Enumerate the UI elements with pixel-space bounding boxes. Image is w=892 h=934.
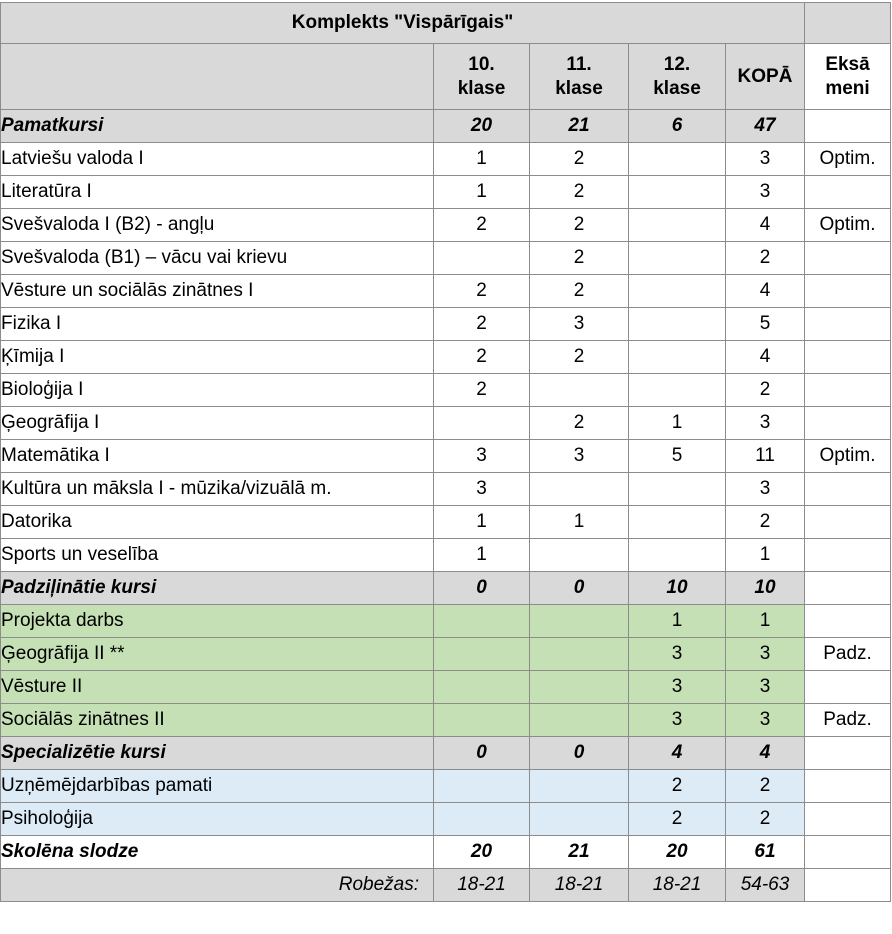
hours-total: 3 (726, 638, 805, 671)
hours-c11: 3 (530, 440, 629, 473)
hours-c10 (434, 704, 530, 737)
hours-c10: 3 (434, 440, 530, 473)
table-row (1, 209, 891, 242)
exam-cell: Optim. (805, 143, 891, 176)
hours-c11: 2 (530, 176, 629, 209)
hours-c10 (434, 407, 530, 440)
exam-cell (805, 176, 891, 209)
hours-total: 4 (726, 737, 805, 770)
hours-c10: 1 (434, 539, 530, 572)
course-name: Sociālās zinātnes II (1, 704, 434, 737)
hours-c11: 21 (530, 110, 629, 143)
hours-c11: 2 (530, 209, 629, 242)
section-name: Pamatkursi (1, 110, 434, 143)
hours-c11: 2 (530, 275, 629, 308)
hours-c12: 4 (629, 737, 726, 770)
hours-c10: 2 (434, 275, 530, 308)
course-name: Vēsture un sociālās zinātnes I (1, 275, 434, 308)
hours-c10: 1 (434, 143, 530, 176)
hours-c12 (629, 176, 726, 209)
hours-total: 1 (726, 539, 805, 572)
total-c12: 20 (629, 836, 726, 869)
header-grade-11: 11. klase (530, 44, 629, 110)
hours-c12 (629, 473, 726, 506)
hours-c10: 20 (434, 110, 530, 143)
hours-total: 2 (726, 374, 805, 407)
range-label: Robežas: (1, 869, 434, 902)
hours-c11 (530, 770, 629, 803)
exam-cell (805, 275, 891, 308)
table-row (1, 770, 891, 803)
hours-c12 (629, 308, 726, 341)
exam-cell (805, 374, 891, 407)
section-row (1, 110, 891, 143)
table-row (1, 803, 891, 836)
hours-c10: 1 (434, 176, 530, 209)
course-name: Projekta darbs (1, 605, 434, 638)
course-name: Literatūra I (1, 176, 434, 209)
exam-cell: Optim. (805, 209, 891, 242)
range-total: 54-63 (726, 869, 805, 902)
course-name: Datorika (1, 506, 434, 539)
range-c10: 18-21 (434, 869, 530, 902)
table-row (1, 473, 891, 506)
hours-c12 (629, 275, 726, 308)
hours-total: 2 (726, 770, 805, 803)
hours-c12: 1 (629, 407, 726, 440)
hours-c11 (530, 539, 629, 572)
exam-cell (805, 770, 891, 803)
header-exams: Eksā meni (805, 44, 891, 110)
table-row (1, 671, 891, 704)
hours-c12 (629, 374, 726, 407)
table-row (1, 143, 891, 176)
section-name: Specializētie kursi (1, 737, 434, 770)
exam-cell (805, 407, 891, 440)
hours-total: 2 (726, 242, 805, 275)
total-c10: 20 (434, 836, 530, 869)
hours-c12: 1 (629, 605, 726, 638)
header-row (1, 44, 891, 110)
hours-c11 (530, 374, 629, 407)
hours-c11 (530, 803, 629, 836)
header-grade-10: 10. klase (434, 44, 530, 110)
hours-total: 3 (726, 143, 805, 176)
hours-total: 11 (726, 440, 805, 473)
range-blank-cell (805, 869, 891, 902)
hours-c10: 0 (434, 572, 530, 605)
exam-cell (805, 110, 891, 143)
hours-c12: 10 (629, 572, 726, 605)
hours-c11: 0 (530, 737, 629, 770)
table-row (1, 242, 891, 275)
section-row (1, 737, 891, 770)
exam-cell (805, 341, 891, 374)
hours-total: 5 (726, 308, 805, 341)
table-row (1, 506, 891, 539)
exam-cell (805, 572, 891, 605)
hours-total: 2 (726, 803, 805, 836)
hours-c10 (434, 638, 530, 671)
hours-c12: 6 (629, 110, 726, 143)
exam-cell (805, 506, 891, 539)
hours-c12: 3 (629, 638, 726, 671)
exam-cell: Optim. (805, 440, 891, 473)
hours-total: 3 (726, 176, 805, 209)
table-row (1, 407, 891, 440)
table-row (1, 275, 891, 308)
hours-total: 3 (726, 473, 805, 506)
table-row (1, 440, 891, 473)
exam-cell: Padz. (805, 638, 891, 671)
exam-cell: Padz. (805, 704, 891, 737)
total-exam-cell (805, 836, 891, 869)
hours-c10: 1 (434, 506, 530, 539)
hours-c11: 2 (530, 242, 629, 275)
header-blank-cell (1, 44, 434, 110)
course-name: Ģeogrāfija II ** (1, 638, 434, 671)
hours-total: 3 (726, 407, 805, 440)
course-name: Psiholoģija (1, 803, 434, 836)
hours-total: 3 (726, 671, 805, 704)
table-row (1, 308, 891, 341)
hours-total: 4 (726, 275, 805, 308)
course-name: Ķīmija I (1, 341, 434, 374)
hours-total: 4 (726, 209, 805, 242)
hours-c11 (530, 704, 629, 737)
table-row (1, 341, 891, 374)
table-row (1, 374, 891, 407)
course-name: Fizika I (1, 308, 434, 341)
section-name: Padziļinātie kursi (1, 572, 434, 605)
hours-c12: 5 (629, 440, 726, 473)
course-name: Uzņēmējdarbības pamati (1, 770, 434, 803)
total-label: Skolēna slodze (1, 836, 434, 869)
hours-c10: 3 (434, 473, 530, 506)
hours-c10: 2 (434, 308, 530, 341)
hours-c11: 2 (530, 143, 629, 176)
section-row (1, 572, 891, 605)
table-row (1, 605, 891, 638)
hours-c12 (629, 539, 726, 572)
hours-c12 (629, 209, 726, 242)
total-total: 61 (726, 836, 805, 869)
table-title: Komplekts "Vispārīgais" (1, 3, 805, 44)
hours-c11: 1 (530, 506, 629, 539)
table-row (1, 176, 891, 209)
course-name: Svešvaloda (B1) – vācu vai krievu (1, 242, 434, 275)
course-name: Ģeogrāfija I (1, 407, 434, 440)
hours-c11 (530, 671, 629, 704)
total-c11: 21 (530, 836, 629, 869)
hours-total: 47 (726, 110, 805, 143)
hours-c10 (434, 671, 530, 704)
hours-total: 3 (726, 704, 805, 737)
hours-c11 (530, 638, 629, 671)
hours-c10: 0 (434, 737, 530, 770)
hours-total: 10 (726, 572, 805, 605)
hours-c10 (434, 605, 530, 638)
course-name: Svešvaloda I (B2) - angļu (1, 209, 434, 242)
hours-c10 (434, 242, 530, 275)
range-c12: 18-21 (629, 869, 726, 902)
exam-cell (805, 605, 891, 638)
hours-c11 (530, 473, 629, 506)
hours-c12: 3 (629, 704, 726, 737)
hours-total: 2 (726, 506, 805, 539)
exam-cell (805, 803, 891, 836)
table-row (1, 638, 891, 671)
exam-cell (805, 242, 891, 275)
range-c11: 18-21 (530, 869, 629, 902)
course-name: Latviešu valoda I (1, 143, 434, 176)
title-row (1, 3, 891, 44)
exam-cell (805, 539, 891, 572)
header-grade-12: 12. klase (629, 44, 726, 110)
table-row (1, 704, 891, 737)
hours-c12: 2 (629, 770, 726, 803)
exam-cell (805, 737, 891, 770)
course-name: Bioloģija I (1, 374, 434, 407)
exam-cell (805, 308, 891, 341)
hours-c12 (629, 506, 726, 539)
range-row (1, 869, 891, 902)
hours-c11: 2 (530, 407, 629, 440)
hours-c10: 2 (434, 209, 530, 242)
hours-c10: 2 (434, 374, 530, 407)
hours-c12 (629, 341, 726, 374)
hours-c11: 3 (530, 308, 629, 341)
hours-total: 1 (726, 605, 805, 638)
hours-c10 (434, 803, 530, 836)
hours-c12 (629, 242, 726, 275)
curriculum-table (0, 2, 891, 902)
hours-c10: 2 (434, 341, 530, 374)
hours-c11: 2 (530, 341, 629, 374)
course-name: Vēsture II (1, 671, 434, 704)
hours-c11 (530, 605, 629, 638)
hours-c12 (629, 143, 726, 176)
hours-c12: 2 (629, 803, 726, 836)
exam-cell (805, 671, 891, 704)
hours-total: 4 (726, 341, 805, 374)
course-name: Sports un veselība (1, 539, 434, 572)
course-name: Kultūra un māksla I - mūzika/vizuālā m. (1, 473, 434, 506)
hours-c11: 0 (530, 572, 629, 605)
hours-c12: 3 (629, 671, 726, 704)
table-row (1, 539, 891, 572)
course-name: Matemātika I (1, 440, 434, 473)
total-row (1, 836, 891, 869)
header-total: KOPĀ (726, 44, 805, 110)
title-blank-cell (805, 3, 891, 44)
hours-c10 (434, 770, 530, 803)
exam-cell (805, 473, 891, 506)
